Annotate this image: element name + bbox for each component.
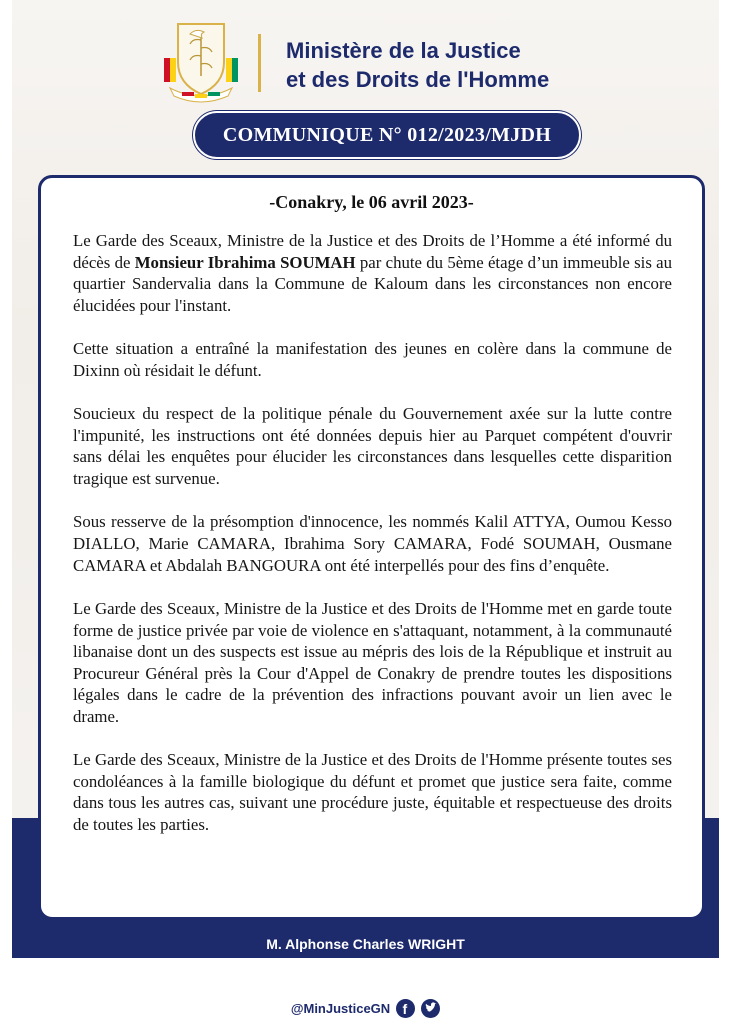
p1-text-b: par chute du 5ème étage d’un immeuble sis au quartier Sandervalia dans la Commune de Kaloum dans les circonstances non encore élucidées pour l'instant. bbox=[73, 252, 673, 315]
communique-number-badge: COMMUNIQUE N° 012/2023/MJDH bbox=[193, 111, 581, 159]
header-divider bbox=[258, 34, 261, 92]
svg-text:f: f bbox=[402, 1000, 408, 1017]
signatory-title: Ministre de la Justice et des Droits de l'Homme bbox=[209, 956, 522, 972]
p1-text-a: Le Garde des Sceaux, Ministre de la Justice et des Droits de l’Homme a été informé du décès de bbox=[73, 231, 672, 272]
twitter-icon[interactable] bbox=[421, 999, 440, 1018]
social-handle[interactable]: @MinJusticeGN bbox=[290, 1000, 391, 1016]
communique-card bbox=[38, 175, 705, 920]
communique-body bbox=[73, 230, 672, 857]
ministry-title bbox=[286, 36, 549, 94]
signature-block bbox=[0, 934, 731, 974]
ministry-line-2: et des Droits de l'Homme bbox=[286, 67, 550, 92]
coat-of-arms-icon bbox=[156, 14, 246, 106]
paragraph-6: Le Garde des Sceaux, Ministre de la Justice et des Droits de l'Homme présente toutes ses condoléances à la famille biologique du défunt et promet que justice sera faite, comme dans tous les autres cas, suivant une procédure juste, équitable et respectueuse des droits de toutes les parties. bbox=[73, 750, 672, 835]
paragraph-3: Soucieux du respect de la politique pénale du Gouvernement axée sur la lutte contre l'impunité, les instructions ont été données depuis hier au Parquet compétent d'ouvrir sans délai les enquêtes pour élucider les circonstances dans lesquelles cette disparition tragique est survenue. bbox=[73, 404, 672, 488]
dateline: -Conakry, le 06 avril 2023- bbox=[269, 192, 474, 212]
frame-left bbox=[0, 0, 12, 1024]
facebook-icon[interactable] bbox=[396, 999, 415, 1018]
frame-right bbox=[719, 0, 731, 1024]
ministry-line-1: Ministère de la Justice bbox=[286, 38, 521, 63]
paragraph-1 bbox=[73, 230, 672, 316]
paragraph-2: Cette situation a entraîné la manifestation des jeunes en colère dans la commune de Dixinn où résidait le défunt. bbox=[73, 339, 672, 380]
paragraph-5: Le Garde des Sceaux, Ministre de la Justice et des Droits de l'Homme met en garde toute forme de justice privée par voie de violence en s'attaquant, notamment, à la communauté libanaise dont un des suspects est issue au mépris des lois de la République et instruit au Procureur Général près la Cour d'Appel de Conakry de prendre toutes les dispositions légales dans le cadre de la prévention des infractions pouvant avoir un lien avec le drame. bbox=[73, 598, 672, 726]
social-footer bbox=[0, 996, 731, 1020]
paragraph-4: Sous resserve de la présomption d'innocence, les nommés Kalil ATTYA, Oumou Kesso DIALLO, Marie CAMARA, Ibrahima Sory CAMARA, Fodé SOUMAH, Ousmane CAMARA et Abdalah BANGOURA ont été interpellés pour des fins d’enquête. bbox=[73, 512, 672, 575]
signatory-name: M. Alphonse Charles WRIGHT bbox=[266, 936, 465, 952]
deceased-name: Monsieur Ibrahima SOUMAH bbox=[134, 252, 356, 272]
